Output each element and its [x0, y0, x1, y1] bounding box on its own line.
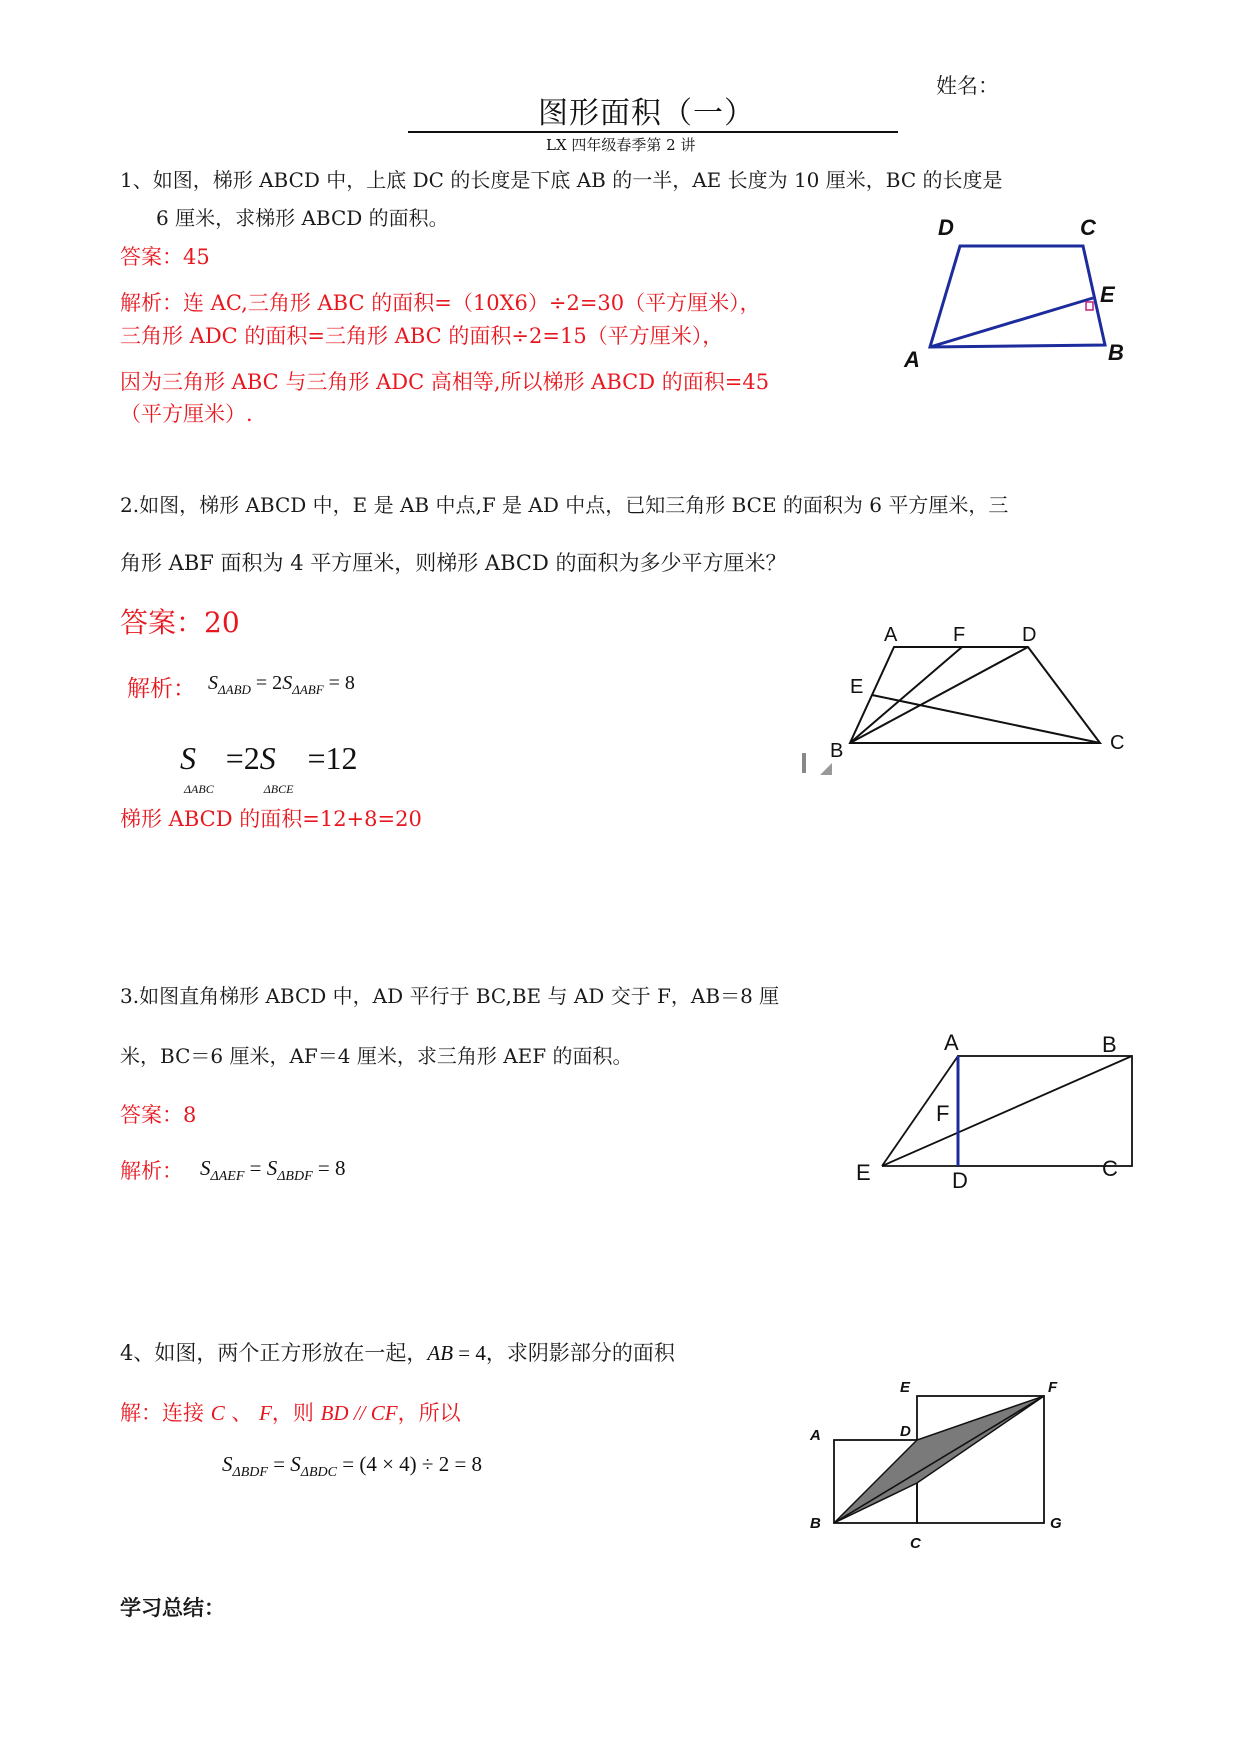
q3-label-a: A [944, 1030, 959, 1055]
q2-label-a: A [884, 624, 898, 646]
q4-solution-line: 解：连接 C 、 F，则 BD // CF，所以 [120, 1401, 461, 1425]
q3-label-c: C [1102, 1156, 1118, 1181]
q1-explanation-line1: 解析：连 AC,三角形 ABC 的面积=（10X6）÷2=30（平方厘米）， [120, 291, 761, 315]
title-underline [408, 131, 898, 133]
q1-label-e: E [1100, 282, 1115, 307]
q2-formula-2: $S_{\Delta ABC} =2S_{\Delta BCE} =12$ [180, 740, 358, 796]
q4-label-c: C [910, 1535, 921, 1552]
q2-answer: 答案：20 [120, 606, 240, 639]
q1-text-line1: 1、如图，梯形 ABCD 中，上底 DC 的长度是下底 AB 的一半，AE 长度为 10 厘米，BC 的长度是 [120, 168, 1003, 192]
q3-label-e: E [856, 1160, 871, 1185]
q2-formula-1: $S_{\Delta ABD} = 2S_{\Delta ABF} = 8$ [208, 672, 355, 697]
lesson-subtitle: LX 四年级春季第 2 讲 [546, 136, 696, 154]
q1-explanation-line3: 因为三角形 ABC 与三角形 ADC 高相等,所以梯形 ABCD 的面积=45 [120, 370, 770, 394]
page-title: 图形面积（一） [538, 96, 755, 131]
study-summary-label: 学习总结： [120, 1595, 225, 1620]
q2-text-line1: 2.如图，梯形 ABCD 中，E 是 AB 中点,F 是 AD 中点，已知三角形 BCE 的面积为 6 平方厘米，三 [120, 493, 1009, 517]
q2-result: 梯形 ABCD 的面积=12+8=20 [120, 807, 422, 831]
q3-formula: $S_{\Delta AEF} = S_{\Delta BDF} = 8$ [200, 1156, 346, 1185]
q3-text-line1: 3.如图直角梯形 ABCD 中，AD 平行于 BC,BE 与 AD 交于 F，AB＝8 厘 [120, 984, 780, 1008]
q2-label-b: B [830, 740, 844, 762]
q3-label-f: F [936, 1101, 950, 1126]
q4-label-f: F [1048, 1379, 1058, 1396]
q1-explanation-line4: （平方厘米）. [120, 402, 253, 426]
q2-label-d: D [1022, 624, 1037, 646]
q4-label-b: B [810, 1515, 821, 1532]
q4-text: 4、如图，两个正方形放在一起，AB = 4，求阴影部分的面积 [120, 1341, 675, 1365]
q1-answer: 答案：45 [120, 245, 210, 269]
q3-label-b: B [1102, 1032, 1117, 1057]
q2-label-e: E [850, 676, 864, 698]
q1-label-b: B [1108, 340, 1124, 365]
q3-answer: 答案：8 [120, 1103, 197, 1127]
q1-explanation-line2: 三角形 ADC 的面积=三角形 ABC 的面积÷2=15（平方厘米）， [120, 324, 724, 348]
q3-trapezoid-figure [840, 1030, 1140, 1200]
q4-label-e: E [900, 1379, 911, 1396]
q3-text-line2: 米，BC＝6 厘米，AF＝4 厘米，求三角形 AEF 的面积。 [120, 1044, 633, 1068]
q2-explanation-label: 解析： [127, 676, 196, 702]
q4-formula: $S_{\Delta BDF} = S_{\Delta BDC} = (4 \times 4) \div 2 = 8$ [222, 1452, 483, 1481]
q4-label-g: G [1050, 1515, 1062, 1532]
q3-explanation-label: 解析： [120, 1159, 183, 1183]
q3-label-d: D [952, 1168, 968, 1193]
q1-label-d: D [938, 215, 954, 240]
name-label: 姓名： [936, 74, 999, 98]
q1-label-a: A [904, 347, 920, 372]
q2-label-f: F [953, 624, 966, 646]
q2-trapezoid-figure [800, 615, 1160, 795]
q1-text-line2: 6 厘米，求梯形 ABCD 的面积。 [156, 206, 449, 230]
q4-squares-figure [800, 1380, 1100, 1560]
q1-trapezoid-figure [900, 210, 1140, 380]
q1-label-c: C [1080, 215, 1096, 240]
q2-label-c: C [1110, 732, 1125, 754]
q2-text-line2: 角形 ABF 面积为 4 平方厘米，则梯形 ABCD 的面积为多少平方厘米？ [120, 551, 787, 575]
q4-label-a: A [810, 1427, 821, 1444]
q4-label-d: D [900, 1423, 911, 1440]
